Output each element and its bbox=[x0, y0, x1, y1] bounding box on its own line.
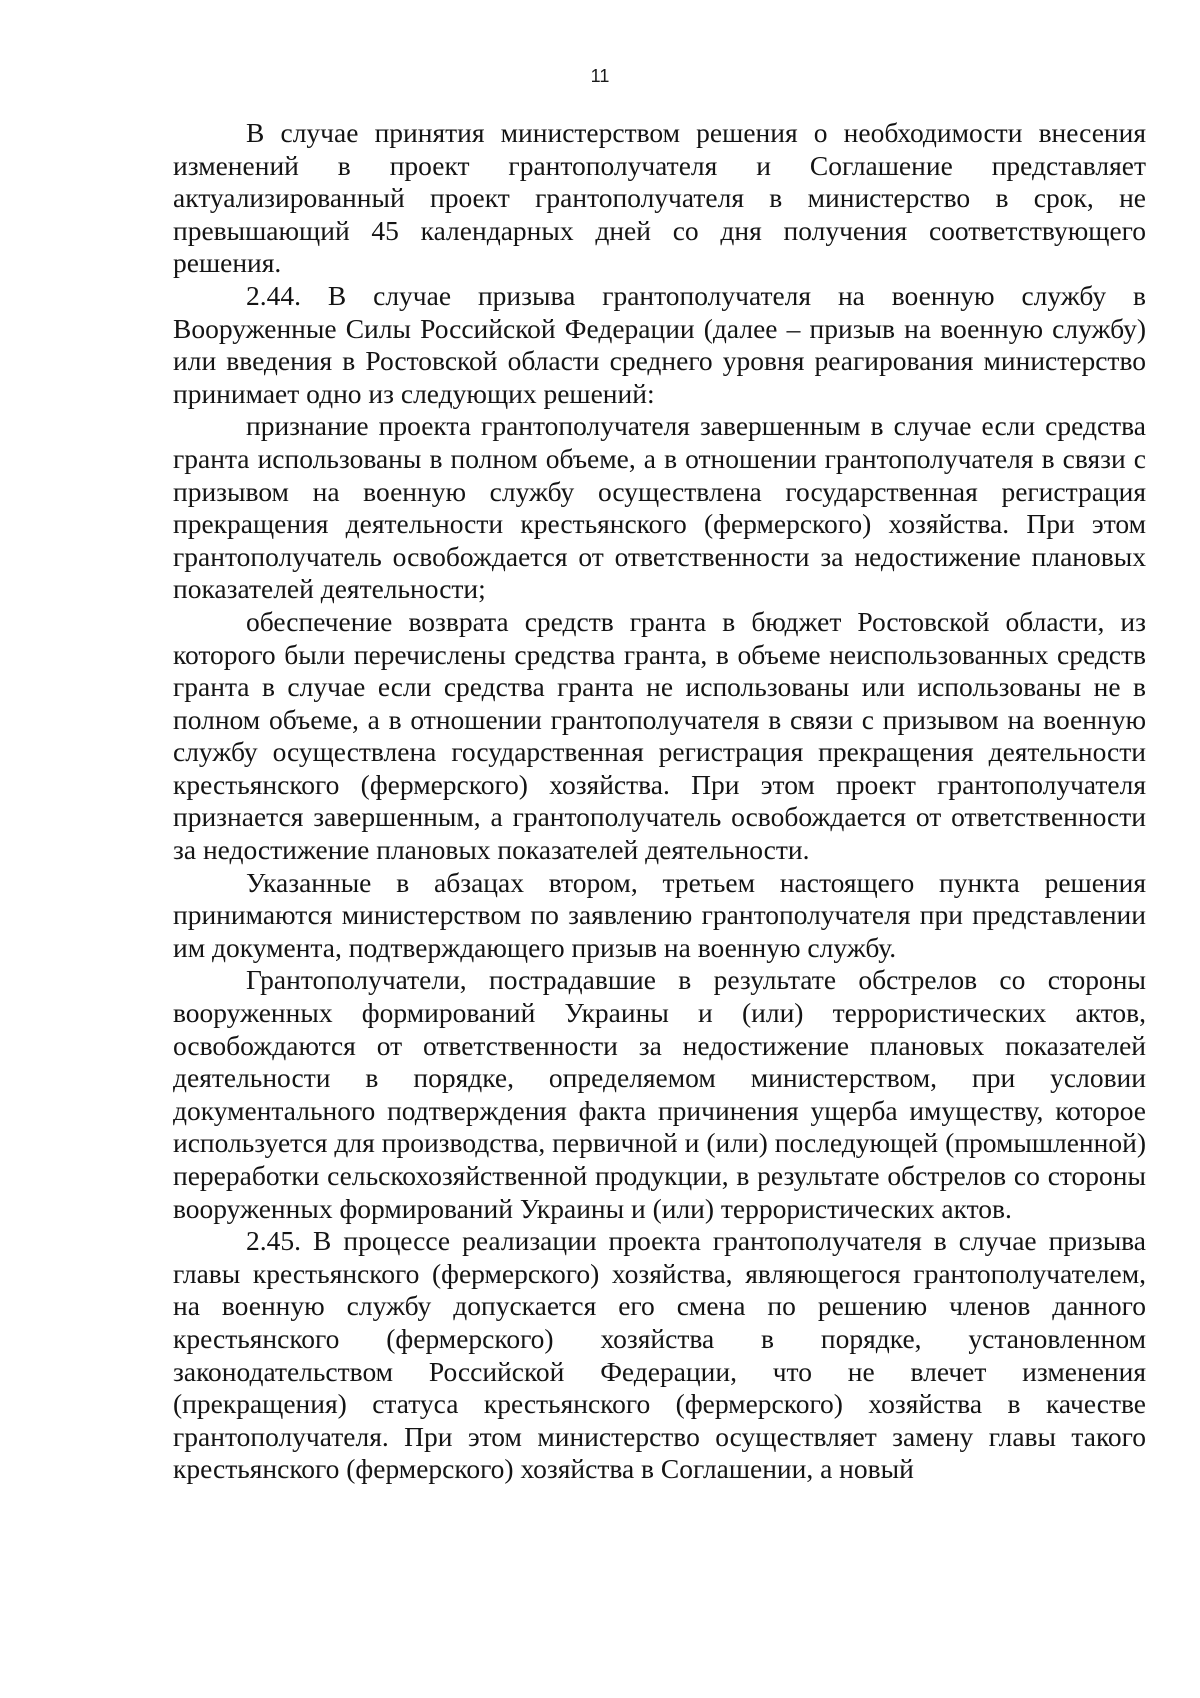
page-number: 11 bbox=[590, 66, 610, 86]
paragraph-project-completion: признание проекта грантополучателя завершенным в случае если средства гранта использованы в полном объеме, а в отношении грантополучателя в связи с призывом на военную службу осуществлена государственная регистрация прекращения деятельности крестьянского (фермерского) хозяйства. При этом грантополучатель освобождается от ответственности за недостижение плановых показателей деятельности; bbox=[173, 410, 1146, 605]
paragraph-decisions-by-application: Указанные в абзацах втором, третьем настоящего пункта решения принимаются министерством по заявлению грантополучателя при представлении им документа, подтверждающего призыв на военную службу. bbox=[173, 866, 1146, 963]
paragraph-amendment-decision: В случае принятия министерством решения о необходимости внесения изменений в проект грантополучателя и Соглашение представляет актуализированный проект грантополучателя в министерство в срок, не превышающий 45 календарных дней со дня получения соответствующего решения. bbox=[173, 117, 1146, 279]
paragraph-2-44: 2.44. В случае призыва грантополучателя на военную службу в Вооруженные Силы Российской Федерации (далее – призыв на военную службу) или введения в Ростовской области среднего уровня реагирования министерство принимает одно из следующих решений: bbox=[173, 279, 1146, 409]
paragraph-shelling-victims: Грантополучатели, пострадавшие в результате обстрелов со стороны вооруженных формирований Украины и (или) террористических актов, освобождаются от ответственности за недостижение плановых показателей деятельности в порядке, определяемом министерством, при условии документального подтверждения факта причинения ущерба имуществу, которое используется для производства, первичной и (или) последующей (промышленной) переработки сельскохозяйственной продукции, в результате обстрелов со стороны вооруженных формирований Украины и (или) террористических актов. bbox=[173, 964, 1146, 1224]
paragraph-grant-refund: обеспечение возврата средств гранта в бюджет Ростовской области, из которого были перечислены средства гранта, в объеме неиспользованных средств гранта в случае если средства гранта не использованы или использованы не в полном объеме, а в отношении грантополучателя в связи с призывом на военную службу осуществлена государственная регистрация прекращения деятельности крестьянского (фермерского) хозяйства. При этом проект грантополучателя признается завершенным, а грантополучатель освобождается от ответственности за недостижение плановых показателей деятельности. bbox=[173, 605, 1146, 866]
document-body bbox=[173, 117, 1146, 1486]
paragraph-2-45: 2.45. В процессе реализации проекта грантополучателя в случае призыва главы крестьянского (фермерского) хозяйства, являющегося грантополучателем, на военную службу допускается его смена по решению членов данного крестьянского (фермерского) хозяйства в порядке, установленном законодательством Российской Федерации, что не влечет изменения (прекращения) статуса крестьянского (фермерского) хозяйства в качестве грантополучателя. При этом министерство осуществляет замену главы такого крестьянского (фермерского) хозяйства в Соглашении, а новый bbox=[173, 1225, 1146, 1485]
